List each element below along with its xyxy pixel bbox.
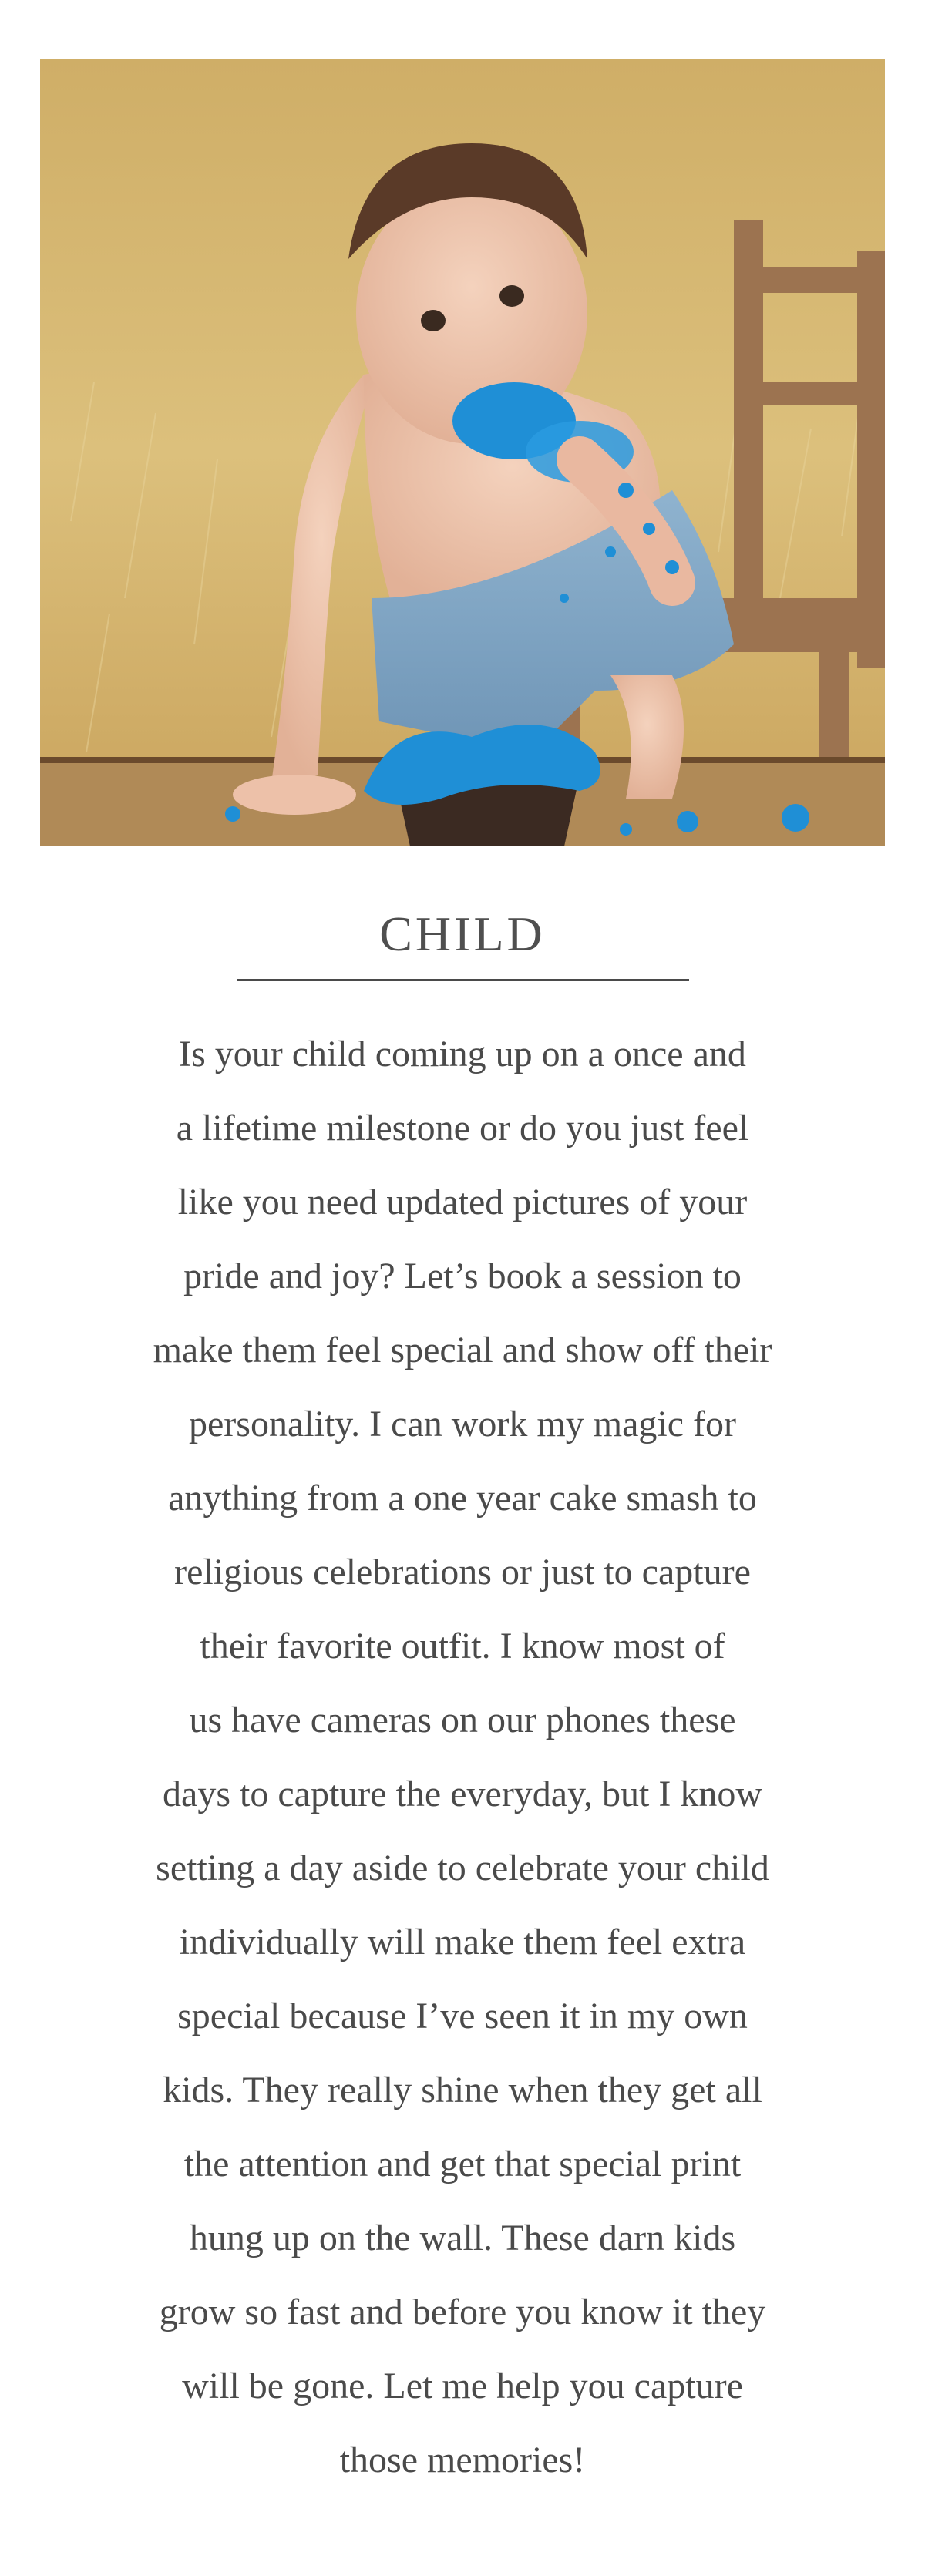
description-line: religious celebrations or just to capture bbox=[174, 1552, 751, 1592]
description-line: grow so fast and before you know it they bbox=[159, 2292, 766, 2332]
description-line: the attention and get that special print bbox=[183, 2144, 742, 2184]
description-line: Is your child coming up on a once and bbox=[179, 1034, 746, 1074]
description-line: setting a day aside to celebrate your child bbox=[156, 1848, 769, 1888]
description-line: individually will make them feel extra bbox=[179, 1922, 746, 1962]
description-line: special because I’ve seen it in my own bbox=[177, 1996, 748, 2036]
description-line: personality. I can work my magic for bbox=[189, 1404, 736, 1444]
description-line: their favorite outfit. I know most of bbox=[200, 1626, 725, 1666]
title-divider bbox=[237, 979, 689, 981]
child-photo bbox=[40, 59, 885, 846]
description-line: anything from a one year cake smash to bbox=[168, 1478, 757, 1518]
description-line: a lifetime milestone or do you just feel bbox=[176, 1108, 749, 1148]
description-line: us have cameras on our phones these bbox=[189, 1700, 736, 1740]
description-line: hung up on the wall. These darn kids bbox=[189, 2218, 736, 2258]
description-line: like you need updated pictures of your bbox=[177, 1182, 748, 1222]
description-line: make them feel special and show off their bbox=[153, 1330, 772, 1370]
description-line: days to capture the everyday, but I know bbox=[163, 1774, 762, 1814]
description-line: those memories! bbox=[339, 2440, 586, 2480]
description-line: will be gone. Let me help you capture bbox=[182, 2366, 743, 2406]
page-title: CHILD bbox=[379, 906, 546, 961]
description-line: pride and joy? Let’s book a session to bbox=[183, 1256, 742, 1296]
description-text bbox=[77, 1017, 848, 2497]
description-line: kids. They really shine when they get all bbox=[163, 2070, 762, 2110]
child-cake-smash-photo-icon bbox=[40, 59, 885, 846]
